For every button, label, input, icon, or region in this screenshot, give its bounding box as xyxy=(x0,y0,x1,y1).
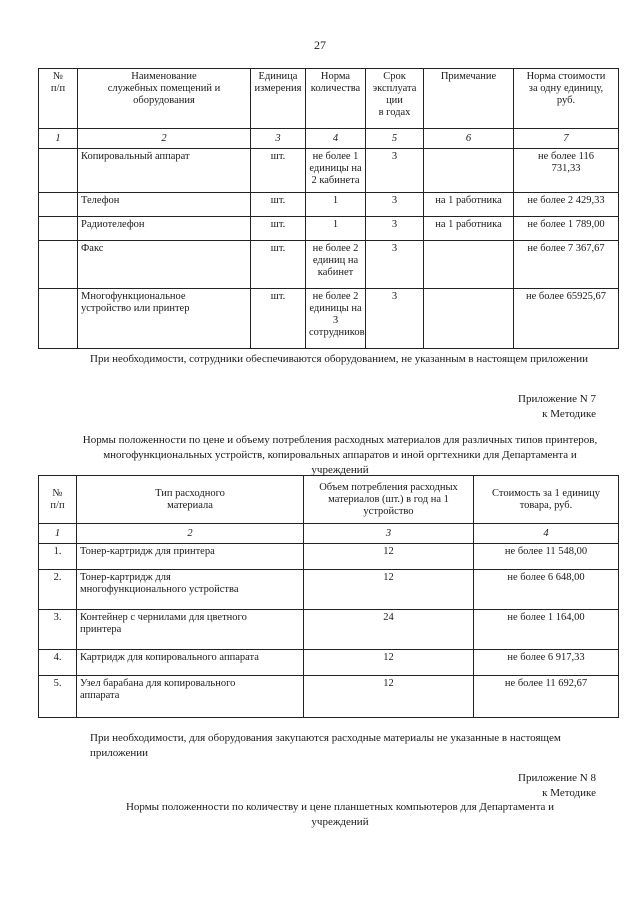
cell-type: Узел барабана для копировального аппарата xyxy=(77,676,304,718)
cell-price: не более 11 548,00 xyxy=(474,544,619,570)
table-row xyxy=(39,149,619,193)
col-number: 1 xyxy=(39,129,78,149)
cell-note: на 1 работника xyxy=(424,193,514,217)
table-row xyxy=(39,193,619,217)
cell-volume: 24 xyxy=(304,610,474,650)
cell-price: не более 6 917,33 xyxy=(474,650,619,676)
cell-term: 3 xyxy=(366,193,424,217)
cell-name: Радиотелефон xyxy=(78,217,251,241)
cell-term: 3 xyxy=(366,289,424,349)
appendix-7-line1: Приложение N 7 xyxy=(518,393,596,405)
cell-unit: шт. xyxy=(251,149,306,193)
cell-unit: шт. xyxy=(251,241,306,289)
cell-name: Копировальный аппарат xyxy=(78,149,251,193)
cell-note xyxy=(424,289,514,349)
table-row xyxy=(39,544,619,570)
table-row xyxy=(39,217,619,241)
cell-qty: 1 xyxy=(306,193,366,217)
table-row xyxy=(39,610,619,650)
appendix-7-line2: к Методике xyxy=(542,408,596,420)
col-number: 6 xyxy=(424,129,514,149)
col-number: 3 xyxy=(251,129,306,149)
col-header-volume: Объем потребления расходных материалов (шт.) в год на 1 устройство xyxy=(304,476,474,524)
appendix-8-line1: Приложение N 8 xyxy=(518,772,596,784)
col-header-type: Тип расходного материала xyxy=(77,476,304,524)
col-number: 2 xyxy=(78,129,251,149)
cell-type: Тонер-картридж для принтера xyxy=(77,544,304,570)
equipment-norms-table xyxy=(38,68,619,349)
cell-type: Картридж для копировального аппарата xyxy=(77,650,304,676)
appendix-7-heading xyxy=(380,392,596,422)
col-header-price: Стоимость за 1 единицу товара, руб. xyxy=(474,476,619,524)
cell-number: 2. xyxy=(39,570,77,610)
col-header-name: Наименование служебных помещений и оборудования xyxy=(78,69,251,129)
cell-qty: не более 2 единиц на кабинет xyxy=(306,241,366,289)
cell-note: на 1 работника xyxy=(424,217,514,241)
appendix-8-line2: к Методике xyxy=(542,787,596,799)
cell-price: не более 2 429,33 xyxy=(514,193,619,217)
cell-type: Контейнер с чернилами для цветного принтера xyxy=(77,610,304,650)
col-header-term: Срок эксплуата ции в годах xyxy=(366,69,424,129)
cell-volume: 12 xyxy=(304,676,474,718)
col-header-number: № п/п xyxy=(39,69,78,129)
cell-note xyxy=(424,149,514,193)
cell-name: Телефон xyxy=(78,193,251,217)
col-number: 4 xyxy=(306,129,366,149)
col-number: 4 xyxy=(474,524,619,544)
cell-price: не более 116 731,33 xyxy=(514,149,619,193)
cell-price: не более 1 164,00 xyxy=(474,610,619,650)
cell-number: 5. xyxy=(39,676,77,718)
cell-price: не более 6 648,00 xyxy=(474,570,619,610)
cell-volume: 12 xyxy=(304,570,474,610)
cell-qty: не более 1 единицы на 2 кабинета xyxy=(306,149,366,193)
col-number: 5 xyxy=(366,129,424,149)
cell-unit: шт. xyxy=(251,217,306,241)
table-row xyxy=(39,241,619,289)
cell-term: 3 xyxy=(366,217,424,241)
cell-unit: шт. xyxy=(251,193,306,217)
note-consumables: При необходимости, для оборудования закупаются расходные материалы не указанные в настоящем приложении xyxy=(90,732,561,759)
cell-number: 4. xyxy=(39,650,77,676)
cell-unit: шт. xyxy=(251,289,306,349)
cell-qty: не более 2 единицы на 3 сотрудников xyxy=(306,289,366,349)
page-number: 27 xyxy=(314,38,326,52)
cell-number: 3. xyxy=(39,610,77,650)
cell-price: не более 11 692,67 xyxy=(474,676,619,718)
cell-price: не более 7 367,67 xyxy=(514,241,619,289)
cell-note xyxy=(424,241,514,289)
cell-price: не более 65925,67 xyxy=(514,289,619,349)
appendix-7-title: Нормы положенности по цене и объему потребления расходных материалов для различных типов принтеров, многофункциональных устройств, копировальных аппаратов и иной оргтехники для Департамента и учреждений xyxy=(82,434,598,476)
col-number: 1 xyxy=(39,524,77,544)
appendix-8-title: Нормы положенности по количеству и цене планшетных компьютеров для Департамента и учреждений xyxy=(125,801,555,828)
appendix-8-heading xyxy=(380,771,596,801)
table-row xyxy=(39,650,619,676)
table-row xyxy=(39,676,619,718)
col-header-qty: Норма количества xyxy=(306,69,366,129)
cell-price: не более 1 789,00 xyxy=(514,217,619,241)
cell-type: Тонер-картридж для многофункционального устройства xyxy=(77,570,304,610)
cell-term: 3 xyxy=(366,241,424,289)
col-header-note: Примечание xyxy=(424,69,514,129)
consumables-norms-table xyxy=(38,475,619,718)
table-row xyxy=(39,570,619,610)
table-row xyxy=(39,289,619,349)
cell-number: 1. xyxy=(39,544,77,570)
cell-volume: 12 xyxy=(304,544,474,570)
cell-qty: 1 xyxy=(306,217,366,241)
col-header-unit: Единица измерения xyxy=(251,69,306,129)
col-header-number: № п/п xyxy=(39,476,77,524)
cell-name: Факс xyxy=(78,241,251,289)
note-equipment: При необходимости, сотрудники обеспечиваются оборудованием, не указанным в настоящем приложении xyxy=(90,353,589,365)
cell-volume: 12 xyxy=(304,650,474,676)
col-number: 7 xyxy=(514,129,619,149)
col-number: 2 xyxy=(77,524,304,544)
col-header-price: Норма стоимости за одну единицу, руб. xyxy=(514,69,619,129)
col-number: 3 xyxy=(304,524,474,544)
cell-term: 3 xyxy=(366,149,424,193)
cell-name: Многофункциональное устройство или принтер xyxy=(78,289,251,349)
